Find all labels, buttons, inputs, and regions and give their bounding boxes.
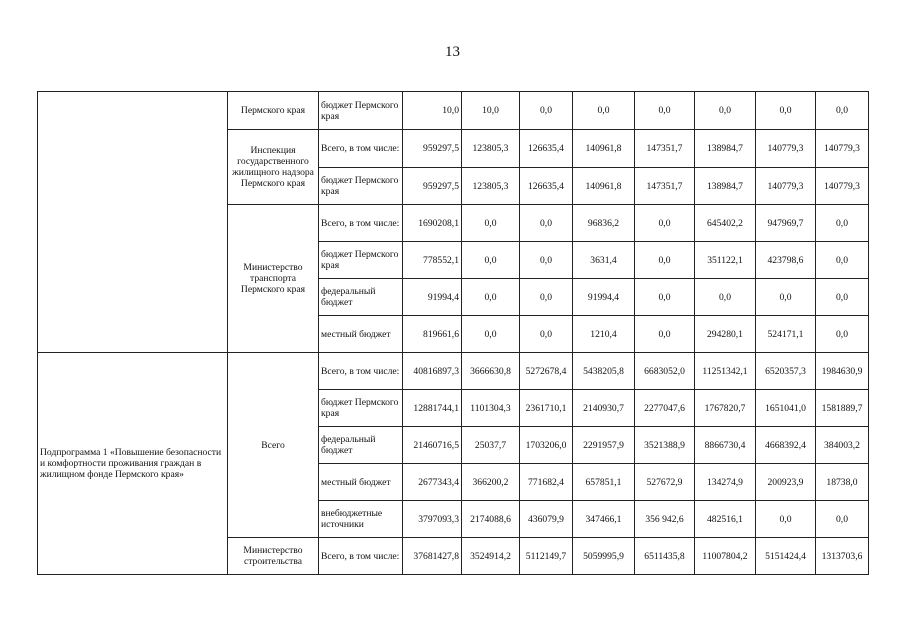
value-cell: 1101304,3 <box>462 390 520 427</box>
value-cell: 3524914,2 <box>462 538 520 575</box>
value-cell: 959297,5 <box>403 168 462 205</box>
value-cell: 5059995,9 <box>573 538 635 575</box>
value-cell: 200923,9 <box>756 464 816 501</box>
value-cell: 6511435,8 <box>635 538 695 575</box>
value-cell: 5151424,4 <box>756 538 816 575</box>
value-cell: 11251342,1 <box>695 353 756 390</box>
value-cell: 0,0 <box>520 279 573 316</box>
funding-source-cell: Всего, в том числе: <box>319 130 403 168</box>
value-cell: 2140930,7 <box>573 390 635 427</box>
table-row <box>38 353 869 390</box>
value-cell: 147351,7 <box>635 168 695 205</box>
value-cell: 819661,6 <box>403 316 462 353</box>
value-cell: 0,0 <box>462 242 520 279</box>
table-row <box>38 92 869 130</box>
funding-source-cell: Всего, в том числе: <box>319 205 403 242</box>
value-cell: 21460716,5 <box>403 427 462 464</box>
value-cell: 123805,3 <box>462 168 520 205</box>
value-cell: 1210,4 <box>573 316 635 353</box>
value-cell: 2174088,6 <box>462 501 520 538</box>
value-cell: 140961,8 <box>573 130 635 168</box>
value-cell: 12881744,1 <box>403 390 462 427</box>
value-cell: 5438205,8 <box>573 353 635 390</box>
value-cell: 0,0 <box>816 501 869 538</box>
value-cell: 3631,4 <box>573 242 635 279</box>
executor-cell: Министерство транспорта Пермского края <box>228 205 319 353</box>
value-cell: 0,0 <box>695 279 756 316</box>
funding-source-cell: федеральный бюджет <box>319 427 403 464</box>
value-cell: 126635,4 <box>520 130 573 168</box>
value-cell: 1313703,6 <box>816 538 869 575</box>
value-cell: 1690208,1 <box>403 205 462 242</box>
value-cell: 524171,1 <box>756 316 816 353</box>
value-cell: 0,0 <box>816 279 869 316</box>
value-cell: 1581889,7 <box>816 390 869 427</box>
executor-cell: Всего <box>228 353 319 538</box>
value-cell: 3521388,9 <box>635 427 695 464</box>
value-cell: 37681427,8 <box>403 538 462 575</box>
value-cell: 347466,1 <box>573 501 635 538</box>
value-cell: 40816897,3 <box>403 353 462 390</box>
value-cell: 126635,4 <box>520 168 573 205</box>
page-number: 13 <box>445 44 460 60</box>
value-cell: 0,0 <box>462 205 520 242</box>
value-cell: 8866730,4 <box>695 427 756 464</box>
value-cell: 2361710,1 <box>520 390 573 427</box>
value-cell: 25037,7 <box>462 427 520 464</box>
funding-source-cell: бюджет Пермского края <box>319 242 403 279</box>
value-cell: 0,0 <box>756 279 816 316</box>
value-cell: 0,0 <box>573 92 635 130</box>
value-cell: 0,0 <box>635 205 695 242</box>
program-cell <box>38 92 228 353</box>
value-cell: 134274,9 <box>695 464 756 501</box>
value-cell: 771682,4 <box>520 464 573 501</box>
value-cell: 0,0 <box>520 316 573 353</box>
value-cell: 0,0 <box>520 205 573 242</box>
value-cell: 10,0 <box>403 92 462 130</box>
value-cell: 645402,2 <box>695 205 756 242</box>
value-cell: 91994,4 <box>573 279 635 316</box>
value-cell: 1984630,9 <box>816 353 869 390</box>
value-cell: 6683052,0 <box>635 353 695 390</box>
value-cell: 10,0 <box>462 92 520 130</box>
value-cell: 140961,8 <box>573 168 635 205</box>
value-cell: 1767820,7 <box>695 390 756 427</box>
value-cell: 0,0 <box>520 242 573 279</box>
value-cell: 1651041,0 <box>756 390 816 427</box>
value-cell: 2277047,6 <box>635 390 695 427</box>
value-cell: 436079,9 <box>520 501 573 538</box>
value-cell: 356 942,6 <box>635 501 695 538</box>
value-cell: 11007804,2 <box>695 538 756 575</box>
value-cell: 423798,6 <box>756 242 816 279</box>
value-cell: 5272678,4 <box>520 353 573 390</box>
value-cell: 778552,1 <box>403 242 462 279</box>
funding-source-cell: бюджет Пермского края <box>319 390 403 427</box>
funding-source-cell: бюджет Пермского края <box>319 92 403 130</box>
value-cell: 294280,1 <box>695 316 756 353</box>
value-cell: 140779,3 <box>816 168 869 205</box>
value-cell: 384003,2 <box>816 427 869 464</box>
budget-table <box>37 91 869 575</box>
value-cell: 0,0 <box>462 279 520 316</box>
value-cell: 96836,2 <box>573 205 635 242</box>
value-cell: 0,0 <box>756 92 816 130</box>
value-cell: 0,0 <box>816 242 869 279</box>
value-cell: 351122,1 <box>695 242 756 279</box>
value-cell: 138984,7 <box>695 130 756 168</box>
value-cell: 5112149,7 <box>520 538 573 575</box>
funding-source-cell: местный бюджет <box>319 464 403 501</box>
table-body <box>38 92 869 575</box>
value-cell: 366200,2 <box>462 464 520 501</box>
value-cell: 657851,1 <box>573 464 635 501</box>
value-cell: 147351,7 <box>635 130 695 168</box>
value-cell: 0,0 <box>520 92 573 130</box>
value-cell: 2291957,9 <box>573 427 635 464</box>
executor-cell: Инспекция государственного жилищного надзора Пермского края <box>228 130 319 205</box>
funding-source-cell: бюджет Пермского края <box>319 168 403 205</box>
value-cell: 0,0 <box>816 316 869 353</box>
funding-source-cell: Всего, в том числе: <box>319 353 403 390</box>
executor-cell: Министерство строительства <box>228 538 319 575</box>
value-cell: 959297,5 <box>403 130 462 168</box>
program-cell: Подпрограмма 1 «Повышение безопасности и комфортности проживания граждан в жилищном фонде Пермского края» <box>38 353 228 575</box>
value-cell: 91994,4 <box>403 279 462 316</box>
value-cell: 18738,0 <box>816 464 869 501</box>
value-cell: 0,0 <box>695 92 756 130</box>
funding-source-cell: внебюджетные источники <box>319 501 403 538</box>
value-cell: 4668392,4 <box>756 427 816 464</box>
value-cell: 140779,3 <box>756 130 816 168</box>
value-cell: 123805,3 <box>462 130 520 168</box>
value-cell: 0,0 <box>756 501 816 538</box>
value-cell: 0,0 <box>635 92 695 130</box>
value-cell: 0,0 <box>635 279 695 316</box>
value-cell: 0,0 <box>635 316 695 353</box>
value-cell: 0,0 <box>816 92 869 130</box>
value-cell: 0,0 <box>635 242 695 279</box>
value-cell: 140779,3 <box>816 130 869 168</box>
value-cell: 0,0 <box>462 316 520 353</box>
value-cell: 2677343,4 <box>403 464 462 501</box>
value-cell: 0,0 <box>816 205 869 242</box>
funding-source-cell: Всего, в том числе: <box>319 538 403 575</box>
value-cell: 140779,3 <box>756 168 816 205</box>
value-cell: 6520357,3 <box>756 353 816 390</box>
funding-source-cell: федеральный бюджет <box>319 279 403 316</box>
value-cell: 527672,9 <box>635 464 695 501</box>
value-cell: 482516,1 <box>695 501 756 538</box>
value-cell: 138984,7 <box>695 168 756 205</box>
funding-source-cell: местный бюджет <box>319 316 403 353</box>
value-cell: 947969,7 <box>756 205 816 242</box>
value-cell: 3797093,3 <box>403 501 462 538</box>
executor-cell: Пермского края <box>228 92 319 130</box>
value-cell: 1703206,0 <box>520 427 573 464</box>
value-cell: 3666630,8 <box>462 353 520 390</box>
